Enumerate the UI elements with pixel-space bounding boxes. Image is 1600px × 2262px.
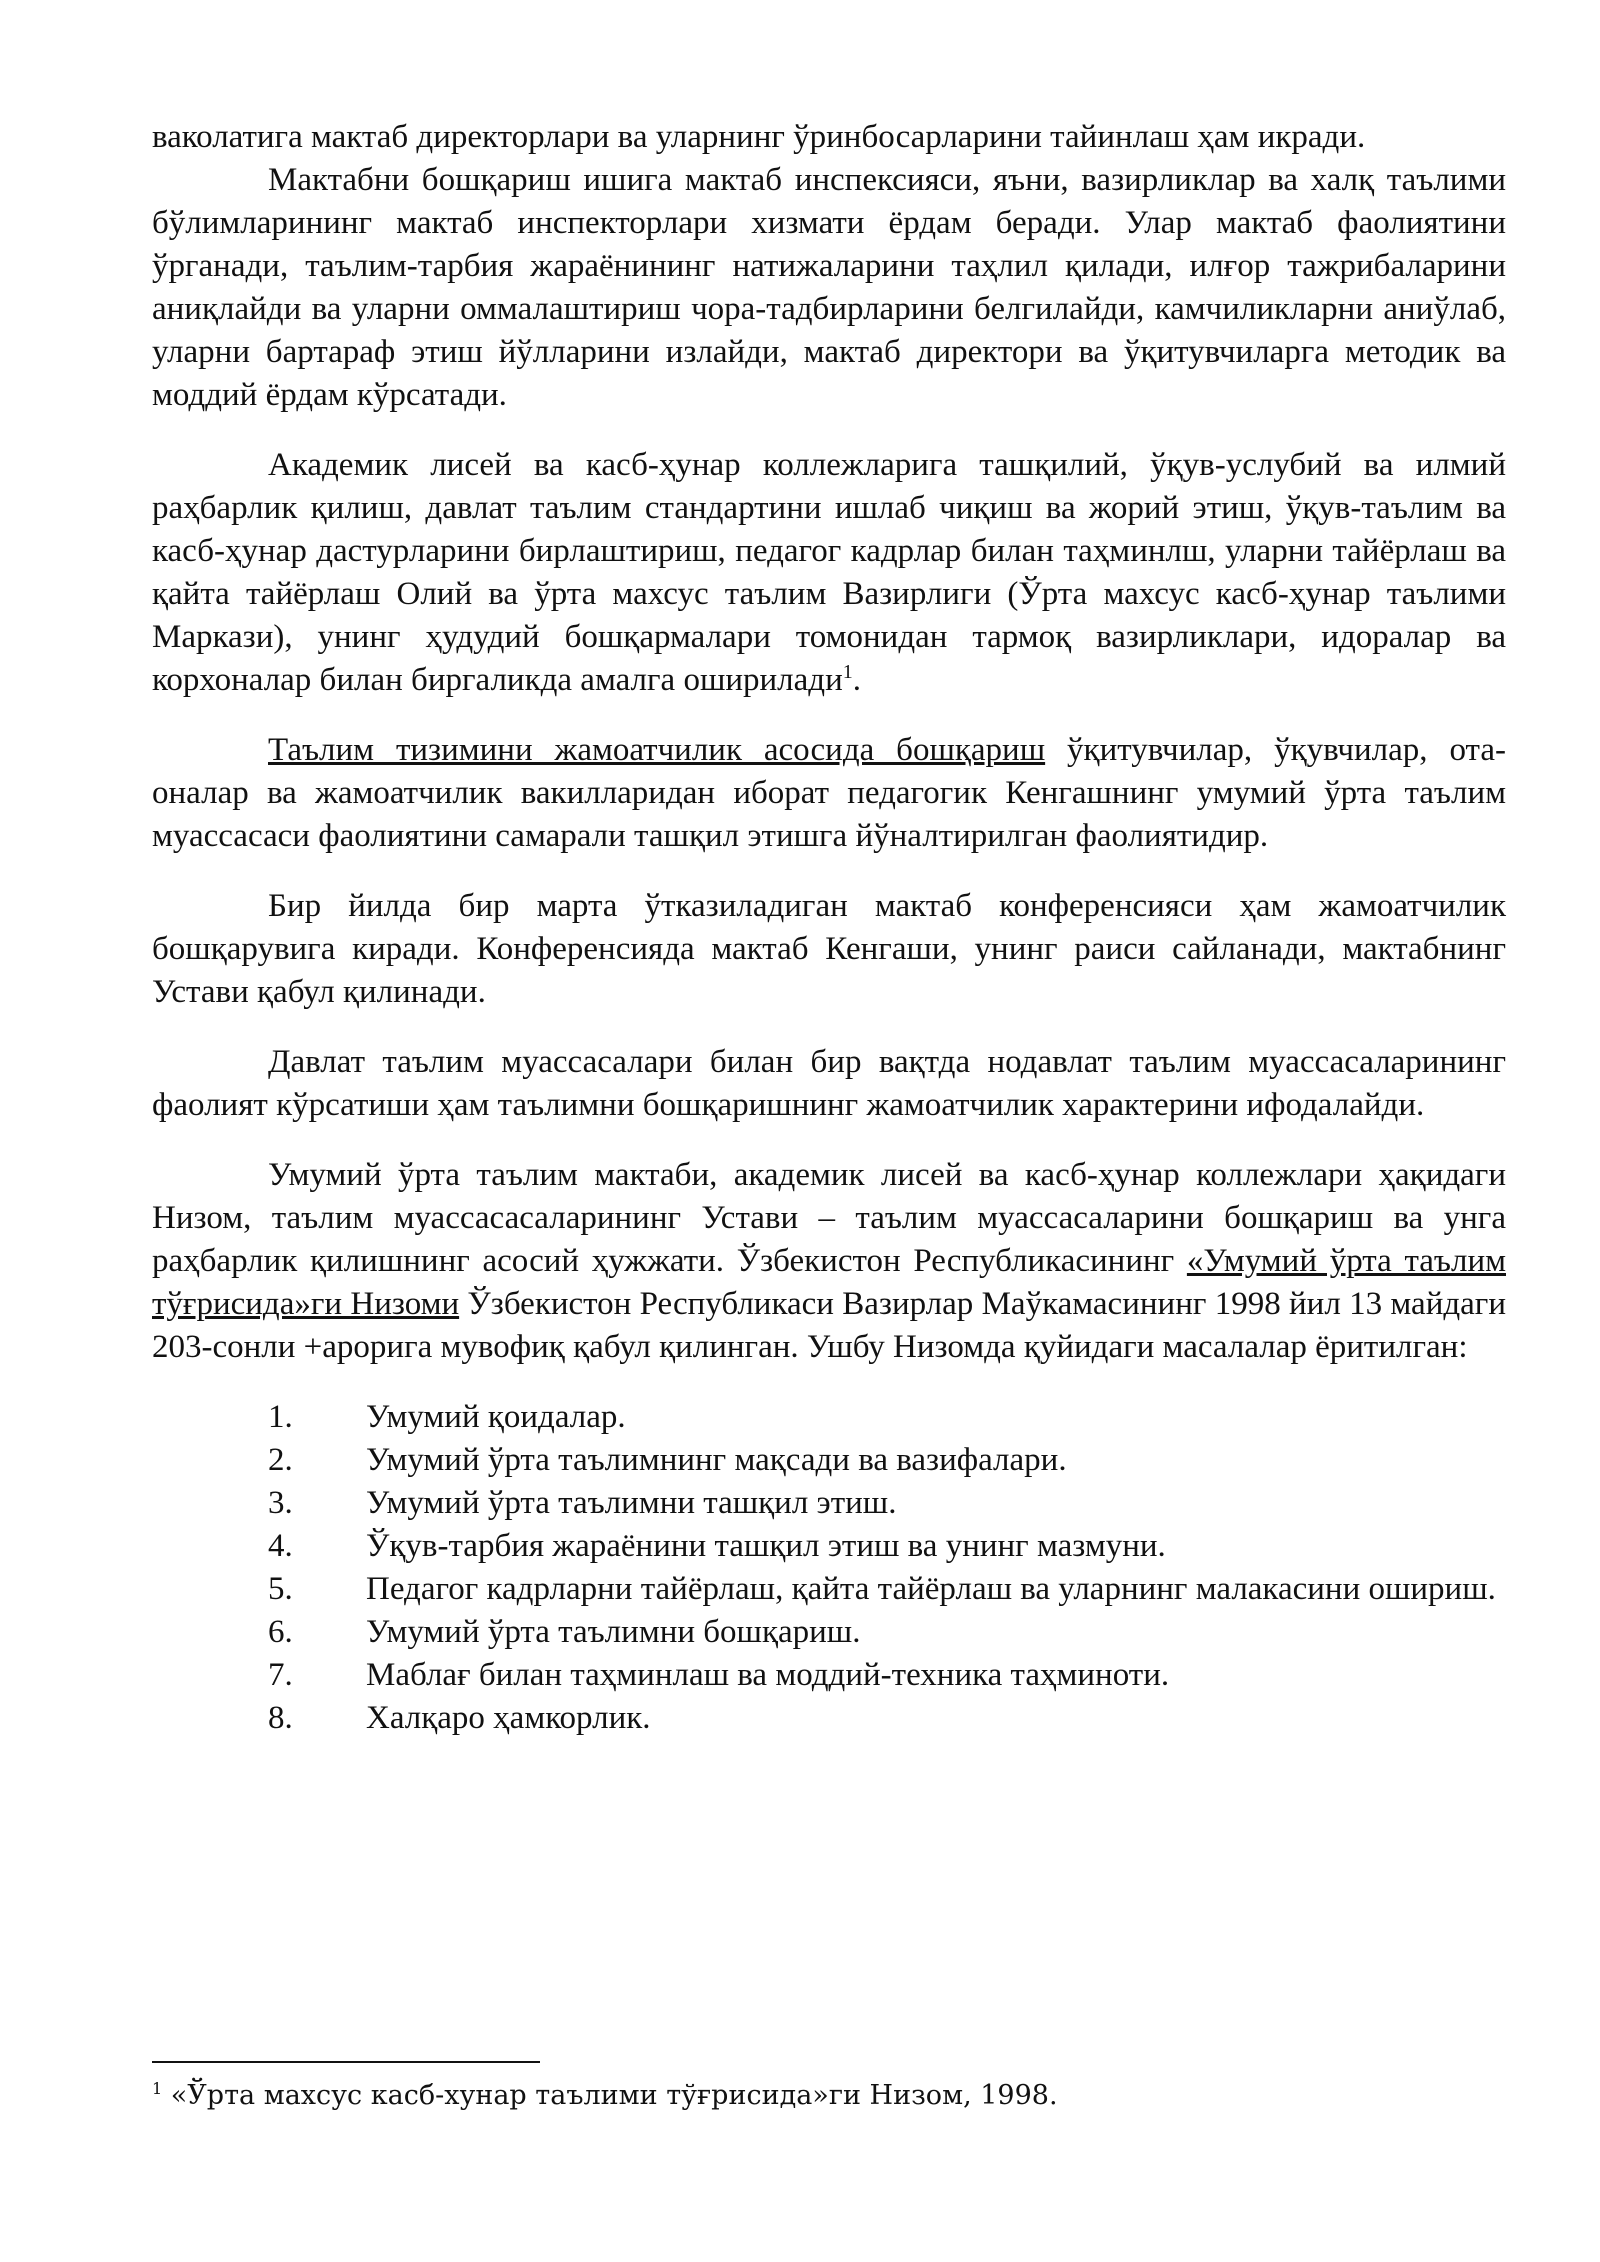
list-item-number: 8. [268,1700,293,1736]
paragraph-public-management [152,729,1506,858]
list-item [152,1439,1506,1482]
list-item-text: Педагог кадрларни тайёрлаш, қайта тайёрлаш ва уларнинг малакасини ошириш. [366,1571,1496,1607]
list-item [152,1611,1506,1654]
list-item-number: 2. [268,1442,293,1478]
underlined-term: Таълим тизимини жамоатчилик асосида бошқариш [268,732,1046,768]
footnote-text: «Ўрта махсус касб-хунар таълими тўғрисида»ги Низом, 1998. [162,2080,1058,2111]
footnote-mark: 1 [152,2079,163,2098]
paragraph-continuation: ваколатига мактаб директорлари ва уларнинг ўринбосарларини тайинлаш ҳам икради. [152,119,1366,155]
paragraph-nonstate: Давлат таълим муассасалари билан бир вақтда нодавлат таълим муассасаларининг фаолият кўрсатиши ҳам таълимни бошқаришнинг жамоатчилик характерини ифодалайди. [152,1044,1506,1123]
list-item-text: Халқаро ҳамкорлик. [366,1700,651,1736]
underlined-regulation-title: «Умумий ўрта таълим тўғрисида»ги Низоми [152,1243,1506,1322]
list-item-text: Умумий ўрта таълимнинг мақсади ва вазифалари. [366,1442,1067,1478]
list-item-number: 6. [268,1614,293,1650]
paragraph-conference: Бир йилда бир марта ўтказиладиган мактаб конференсияси ҳам жамоатчилик бошқарувига киради. Конференсияда мактаб Кенгаши, унинг раиси сайланади, мактабнинг Устави қабул қилинади. [152,888,1506,1010]
list-item [152,1482,1506,1525]
regulation-topics-list [152,1396,1506,1740]
list-item [152,1697,1506,1740]
footnote [152,2078,1506,2114]
paragraph-lyceum-management [152,444,1506,702]
paragraph-regulation [152,1154,1506,1369]
list-item-number: 1. [268,1399,293,1435]
document-page [152,116,1506,1740]
list-item [152,1525,1506,1568]
list-item-text: Маблағ билан таҳминлаш ва моддий-техника таҳминоти. [366,1657,1170,1693]
list-item-number: 5. [268,1571,293,1607]
list-item [152,1396,1506,1439]
list-item-number: 3. [268,1485,293,1521]
paragraph-regulation-end: Ўзбекистон Республикаси Вазирлар Маўкамасининг 1998 йил 13 майдаги 203-сонли +арорига мувофиқ қабул қилинган. Ушбу Низомда қуйидаги масалалар ёритилган: [152,1286,1506,1365]
paragraph-school-inspection: Мактабни бошқариш ишига мактаб инспексияси, яъни, вазирликлар ва халқ таълими бўлимларининг мактаб инспекторлари хизмати ёрдам беради. Улар мактаб фаолиятини ўрганади, таълим-тарбия жараёнининг натижаларини таҳлил қилади, илғор тажрибаларини аниқлайди ва уларни оммалаштириш чора-тадбирларини белгилайди, камчиликларни аниўлаб, уларни бартараф этиш йўлларини излайди, мактаб директори ва ўқитувчиларга методик ва моддий ёрдам кўрсатади. [152,162,1506,413]
paragraph-lyceum-text: Академик лисей ва касб-ҳунар коллежларига ташқилий, ўқув-услубий ва илмий раҳбарлик қилиш, давлат таълим стандартини ишлаб чиқиш ва жорий этиш, ўқув-таълим ва касб-ҳунар дастурларини бирлаштириш, педагог кадрлар билан таҳминлш, уларни тайёрлаш ва қайта тайёрлаш Олий ва ўрта махсус таълим Вазирлиги (Ўрта махсус касб-ҳунар таълими Маркази), унинг ҳудудий бошқармалари томонидан тармоқ вазирликлари, идоралар ва корхоналар билан биргаликда амалга оширилади [152,447,1506,698]
list-item-text: Умумий ўрта таълимни ташқил этиш. [366,1485,897,1521]
list-item-text: Умумий ўрта таълимни бошқариш. [366,1614,861,1650]
list-item-text: Ўқув-тарбия жараёнини ташқил этиш ва унинг мазмуни. [366,1528,1166,1564]
list-item [152,1568,1506,1611]
list-item-number: 4. [268,1528,293,1564]
list-item [152,1654,1506,1697]
paragraph-regulation-text: Умумий ўрта таълим мактаби, академик лисей ва касб-ҳунар коллежлари ҳақидаги Низом, таълим муассасасаларининг Устави – таълим муассасаларини бошқариш ва унга раҳбарлик қилишнинг асосий ҳужжати. Ўзбекистон Республикасининг [152,1157,1506,1279]
paragraph-end-punct: . [852,662,861,698]
paragraph-public-text: ўқитувчилар, ўқувчилар, ота-оналар ва жамоатчилик вакилларидан иборат педагогик Кенгашнинг умумий ўрта таълим муассасаси фаолиятини самарали ташқил этишга йўналтирилган фаолиятидир. [152,732,1506,854]
footnote-separator [152,2061,540,2063]
list-item-number: 7. [268,1657,293,1693]
footnote-reference[interactable]: 1 [842,661,853,683]
list-item-text: Умумий қоидалар. [366,1399,626,1435]
